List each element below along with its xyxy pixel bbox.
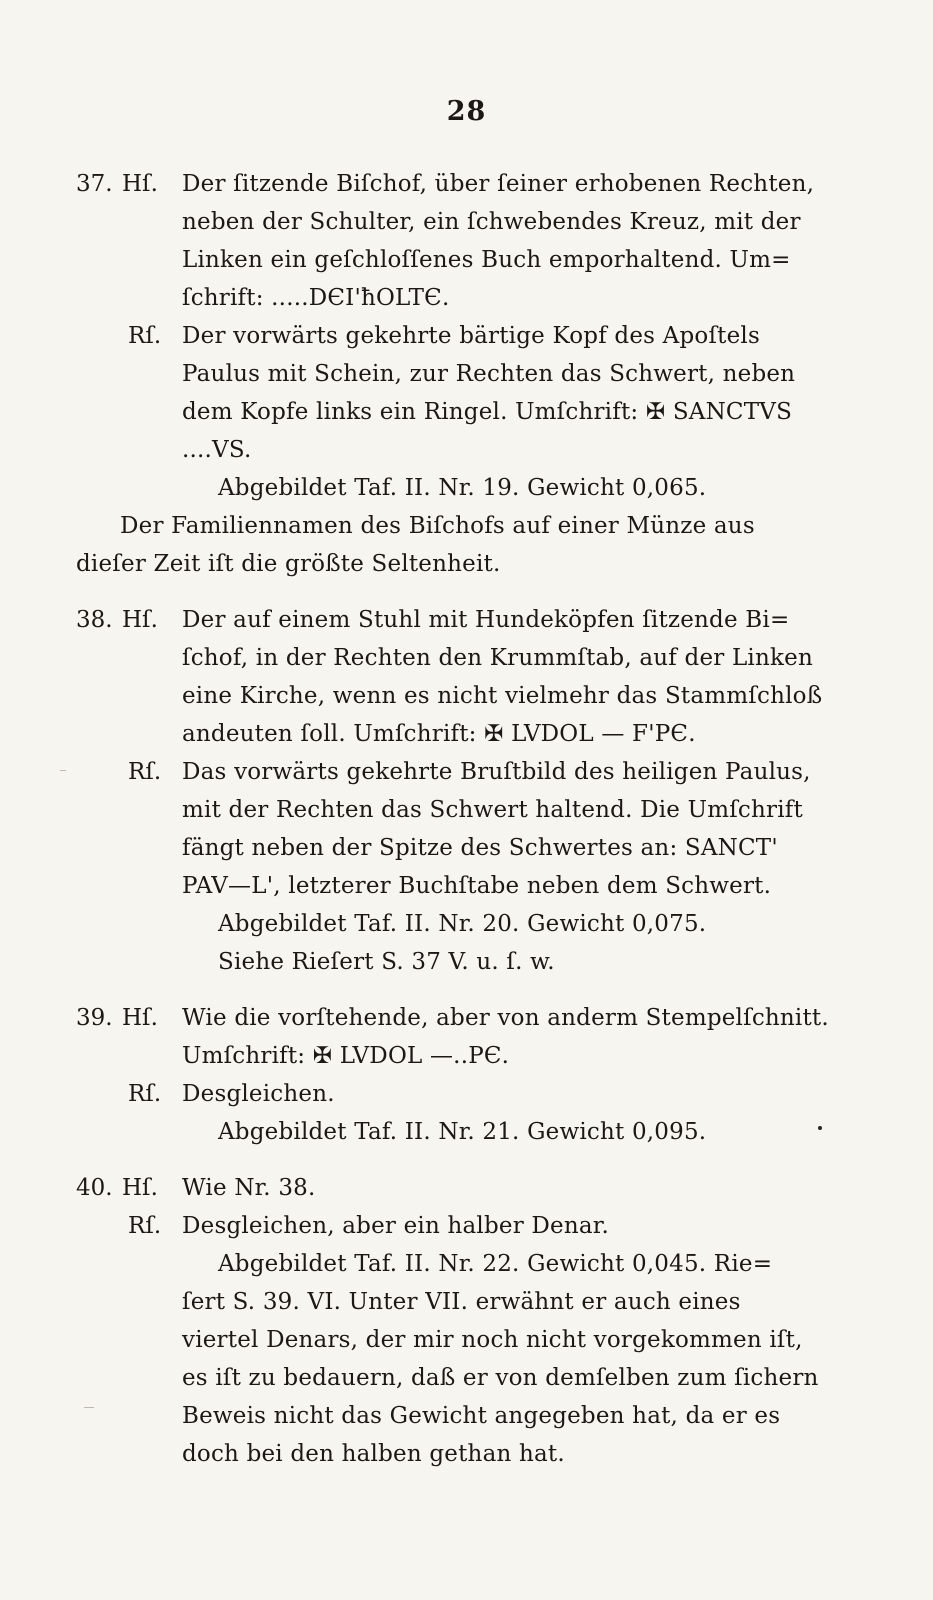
reverse-label: Rſ. xyxy=(128,759,162,785)
text-line: Wie die vorſtehende, aber von anderm Stempelſchnitt. xyxy=(182,1005,829,1031)
reverse-label: Rſ. xyxy=(128,323,162,349)
note-line: Der Familiennamen des Biſchofs auf einer Münze aus xyxy=(120,513,755,539)
scan-speck xyxy=(818,1126,822,1130)
text-line: andeuten ſoll. Umſchrift: ✠ LVDOL — F'PЄ. xyxy=(182,721,696,747)
paragraph-line: viertel Denars, der mir noch nicht vorgekommen iſt, xyxy=(182,1327,803,1353)
obverse-label: Hſ. xyxy=(122,607,158,633)
see-also-line: Siehe Rieſert S. 37 V. u. ſ. w. xyxy=(218,949,555,975)
text-line: Desgleichen, aber ein halber Denar. xyxy=(182,1213,609,1239)
reverse-label: Rſ. xyxy=(128,1213,162,1239)
paragraph-line: Abgebildet Taf. II. Nr. 22. Gewicht 0,045. Rie= xyxy=(218,1251,773,1277)
text-line: Paulus mit Schein, zur Rechten das Schwert, neben xyxy=(182,361,796,387)
reference-line: Abgebildet Taf. II. Nr. 20. Gewicht 0,075. xyxy=(218,911,707,937)
entry-number: 37. xyxy=(76,171,113,197)
text-line: eine Kirche, wenn es nicht vielmehr das Stammſchloß xyxy=(182,683,823,709)
text-line: Desgleichen. xyxy=(182,1081,335,1107)
text-line: ſchof, in der Rechten den Krummſtab, auf der Linken xyxy=(182,645,813,671)
text-line: Der ſitzende Biſchof, über ſeiner erhobenen Rechten, xyxy=(182,171,815,197)
text-line: Der vorwärts gekehrte bärtige Kopf des Apoſtels xyxy=(182,323,760,349)
reference-line: Abgebildet Taf. II. Nr. 19. Gewicht 0,065. xyxy=(218,475,707,501)
entry-number: 38. xyxy=(76,607,113,633)
text-line: Umſchrift: ✠ LVDOL —..PЄ. xyxy=(182,1043,510,1069)
paragraph-line: doch bei den halben gethan hat. xyxy=(182,1441,565,1467)
obverse-label: Hſ. xyxy=(122,1175,158,1201)
text-line: Der auf einem Stuhl mit Hundeköpfen ſitzende Bi= xyxy=(182,607,790,633)
reference-line: Abgebildet Taf. II. Nr. 21. Gewicht 0,095. xyxy=(218,1119,707,1145)
text-line: neben der Schulter, ein ſchwebendes Kreuz, mit der xyxy=(182,209,801,235)
text-line: PAV—L', letzterer Buchſtabe neben dem Schwert. xyxy=(182,873,772,899)
page-number: 28 xyxy=(446,96,487,127)
scan-mark xyxy=(84,1407,94,1408)
text-line: dem Kopfe links ein Ringel. Umſchrift: ✠ SANCTVS xyxy=(182,399,793,425)
reverse-label: Rſ. xyxy=(128,1081,162,1107)
text-line: ....VS. xyxy=(182,437,252,463)
paragraph-line: Beweis nicht das Gewicht angegeben hat, da er es xyxy=(182,1403,781,1429)
entry-number: 40. xyxy=(76,1175,113,1201)
text-line: ſchrift: .....DЄI'ħOLTЄ. xyxy=(182,285,450,311)
obverse-label: Hſ. xyxy=(122,171,158,197)
paragraph-line: es iſt zu bedauern, daß er von demſelben zum ſichern xyxy=(182,1365,819,1391)
paragraph-line: ſert S. 39. VI. Unter VII. erwähnt er auch eines xyxy=(182,1289,741,1315)
obverse-label: Hſ. xyxy=(122,1005,158,1031)
scan-mark xyxy=(60,770,66,771)
text-line: fängt neben der Spitze des Schwertes an: SANCT' xyxy=(182,835,778,861)
text-line: Linken ein geſchloſſenes Buch emporhaltend. Um= xyxy=(182,247,791,273)
note-line: dieſer Zeit iſt die größte Seltenheit. xyxy=(76,551,501,577)
entry-number: 39. xyxy=(76,1005,113,1031)
text-line: Wie Nr. 38. xyxy=(182,1175,316,1201)
text-line: mit der Rechten das Schwert haltend. Die Umſchrift xyxy=(182,797,803,823)
text-line: Das vorwärts gekehrte Bruſtbild des heiligen Paulus, xyxy=(182,759,811,785)
